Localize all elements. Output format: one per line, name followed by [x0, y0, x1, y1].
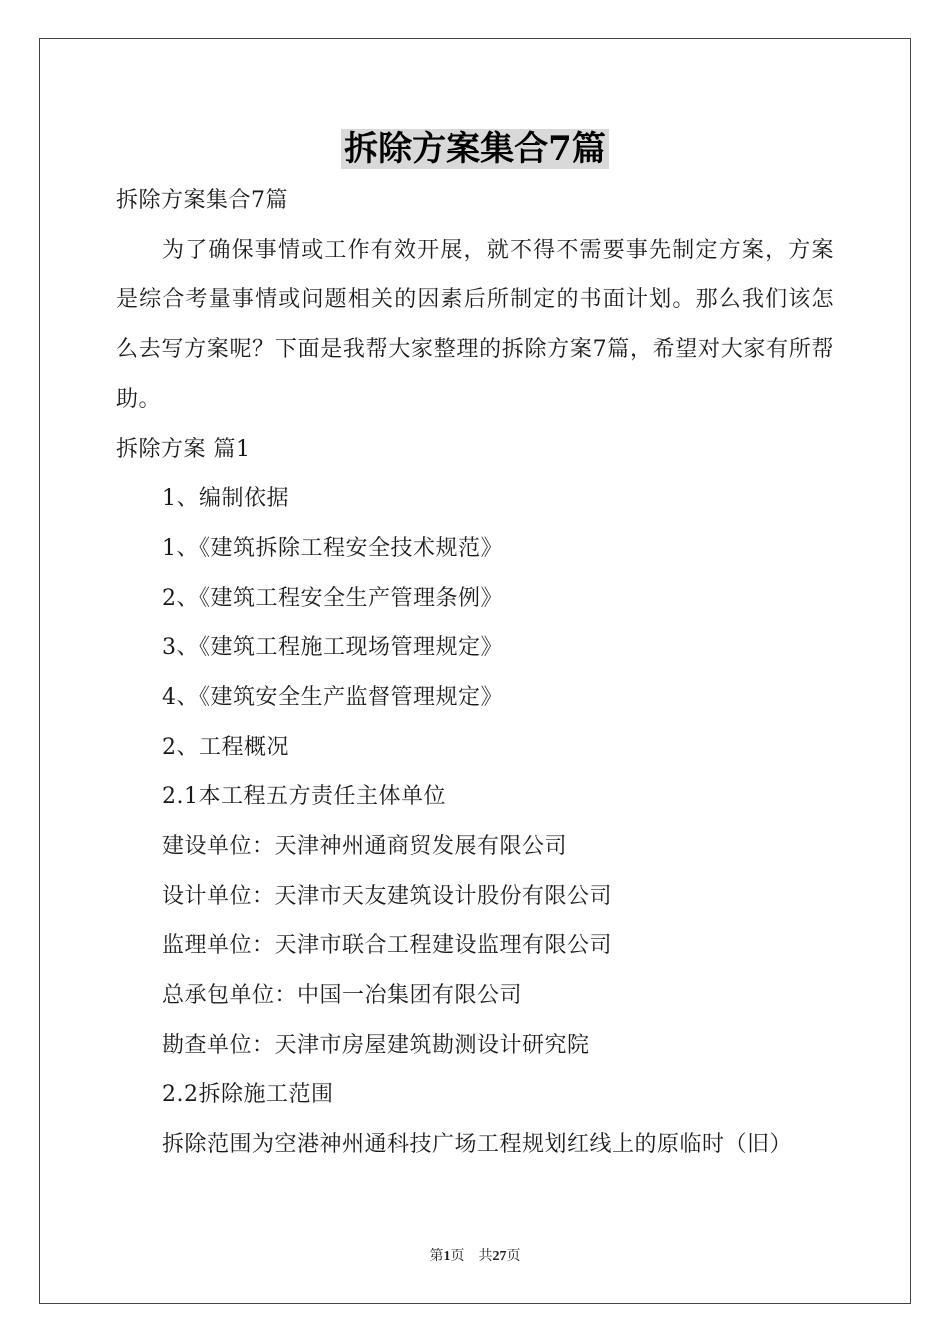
body-line: 勘查单位：天津市房屋建筑勘测设计研究院	[162, 1032, 590, 1058]
body-line: 2、《建筑工程安全生产管理条例》	[162, 585, 503, 611]
document-subtitle: 拆除方案集合7篇	[116, 188, 288, 213]
page-footer	[0, 1245, 950, 1265]
footer-middle: 页 共	[450, 1249, 493, 1264]
document-title-text: 拆除方案集合7篇	[341, 129, 609, 169]
body-line: 设计单位：天津市天友建筑设计股份有限公司	[162, 883, 613, 909]
footer-total-pages: 27	[492, 1249, 507, 1264]
footer-prefix: 第	[429, 1249, 444, 1264]
section-heading: 拆除方案 篇1	[116, 436, 251, 462]
footer-suffix: 页	[506, 1249, 521, 1264]
body-line: 2.1本工程五方责任主体单位	[162, 784, 446, 810]
body-line: 总承包单位：中国一冶集团有限公司	[162, 983, 523, 1009]
body-line: 2、工程概况	[162, 734, 289, 760]
body-line: 建设单位：天津神州通商贸发展有限公司	[162, 834, 568, 859]
intro-paragraph: 为了确保事情或工作有效开展，就不得不需要事先制定方案，方案是综合考量事情或问题相关的因素后所制定的书面计划。那么我们该怎么去写方案呢？下面是我帮大家整理的拆除方案7篇，希望对大家有所帮助。	[116, 237, 834, 412]
body-line: 监理单位：天津市联合工程建设监理有限公司	[162, 933, 613, 959]
body-line: 4、《建筑安全生产监督管理规定》	[162, 684, 503, 710]
footer-page-number: 1	[443, 1249, 451, 1264]
body-line: 3、《建筑工程施工现场管理规定》	[162, 635, 503, 661]
body-line: 拆除范围为空港神州通科技广场工程规划红线上的原临时（旧）	[162, 1132, 793, 1158]
document-title	[0, 126, 950, 172]
body-line: 2.2拆除施工范围	[162, 1082, 334, 1108]
body-line: 1、编制依据	[162, 486, 289, 512]
document-body	[116, 176, 834, 1170]
body-line: 1、《建筑拆除工程安全技术规范》	[162, 535, 503, 561]
